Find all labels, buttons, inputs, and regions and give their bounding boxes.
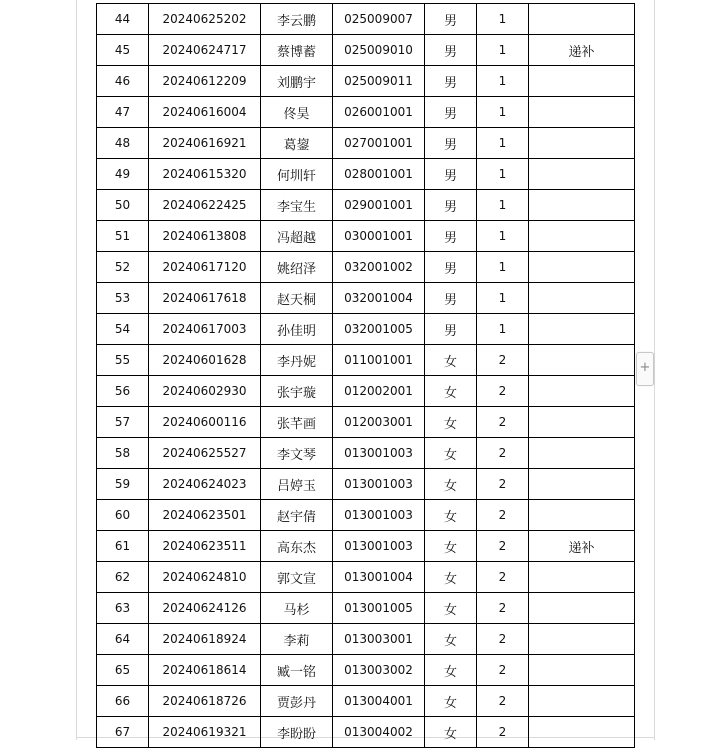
- roster-table: [96, 3, 635, 748]
- cell-name[interactable]: 李文琴: [261, 438, 333, 469]
- table-row: [97, 283, 635, 314]
- table-row: [97, 345, 635, 376]
- cell-type[interactable]: 2: [477, 500, 529, 531]
- cell-seq[interactable]: 67: [97, 717, 149, 748]
- cell-position-code[interactable]: 012003001: [333, 407, 425, 438]
- cell-type[interactable]: 2: [477, 655, 529, 686]
- cell-exam-number[interactable]: 20240615320: [149, 159, 261, 190]
- cell-position-code[interactable]: 013001003: [333, 531, 425, 562]
- table-row: [97, 221, 635, 252]
- table-row: [97, 624, 635, 655]
- cell-seq[interactable]: 52: [97, 252, 149, 283]
- cell-type[interactable]: 1: [477, 314, 529, 345]
- cell-exam-number[interactable]: 20240625527: [149, 438, 261, 469]
- table-row: [97, 66, 635, 97]
- cell-gender[interactable]: 女: [425, 686, 477, 717]
- cell-name[interactable]: 李盼盼: [261, 717, 333, 748]
- cell-exam-number[interactable]: 20240617120: [149, 252, 261, 283]
- cell-note[interactable]: [529, 562, 635, 593]
- cell-seq[interactable]: 54: [97, 314, 149, 345]
- cell-gender[interactable]: 女: [425, 593, 477, 624]
- cell-type[interactable]: 1: [477, 190, 529, 221]
- cell-exam-number[interactable]: 20240623501: [149, 500, 261, 531]
- cell-seq[interactable]: 53: [97, 283, 149, 314]
- cell-seq[interactable]: 48: [97, 128, 149, 159]
- cell-gender[interactable]: 女: [425, 655, 477, 686]
- cell-gender[interactable]: 男: [425, 66, 477, 97]
- cell-note[interactable]: [529, 717, 635, 748]
- cell-seq[interactable]: 47: [97, 97, 149, 128]
- cell-exam-number[interactable]: 20240624810: [149, 562, 261, 593]
- cell-name[interactable]: 吕婷玉: [261, 469, 333, 500]
- cell-position-code[interactable]: 011001001: [333, 345, 425, 376]
- cell-seq[interactable]: 44: [97, 4, 149, 35]
- cell-exam-number[interactable]: 20240624126: [149, 593, 261, 624]
- cell-exam-number[interactable]: 20240617003: [149, 314, 261, 345]
- cell-exam-number[interactable]: 20240623511: [149, 531, 261, 562]
- cell-position-code[interactable]: 030001001: [333, 221, 425, 252]
- cell-name[interactable]: 冯超越: [261, 221, 333, 252]
- cell-name[interactable]: 李丹妮: [261, 345, 333, 376]
- cell-type[interactable]: 2: [477, 531, 529, 562]
- cell-seq[interactable]: 46: [97, 66, 149, 97]
- cell-exam-number[interactable]: 20240619321: [149, 717, 261, 748]
- cell-gender[interactable]: 男: [425, 283, 477, 314]
- table-row: [97, 97, 635, 128]
- cell-position-code[interactable]: 013003001: [333, 624, 425, 655]
- cell-note[interactable]: [529, 221, 635, 252]
- cell-note[interactable]: 递补: [529, 531, 635, 562]
- cell-gender[interactable]: 女: [425, 624, 477, 655]
- cell-position-code[interactable]: 013004001: [333, 686, 425, 717]
- cell-note[interactable]: [529, 314, 635, 345]
- cell-name[interactable]: 郭文宣: [261, 562, 333, 593]
- cell-type[interactable]: 2: [477, 562, 529, 593]
- cell-exam-number[interactable]: 20240618924: [149, 624, 261, 655]
- cell-position-code[interactable]: 012002001: [333, 376, 425, 407]
- cell-note[interactable]: [529, 438, 635, 469]
- cell-gender[interactable]: 男: [425, 4, 477, 35]
- cell-note[interactable]: 递补: [529, 35, 635, 66]
- table-row: [97, 190, 635, 221]
- plus-icon: +: [639, 360, 651, 375]
- cell-note[interactable]: [529, 376, 635, 407]
- cell-type[interactable]: 2: [477, 624, 529, 655]
- cell-exam-number[interactable]: 20240600116: [149, 407, 261, 438]
- cell-position-code[interactable]: 025009010: [333, 35, 425, 66]
- cell-position-code[interactable]: 025009011: [333, 66, 425, 97]
- table-row: [97, 376, 635, 407]
- cell-seq[interactable]: 65: [97, 655, 149, 686]
- cell-note[interactable]: [529, 66, 635, 97]
- cell-name[interactable]: 蔡博蓄: [261, 35, 333, 66]
- cell-gender[interactable]: 女: [425, 438, 477, 469]
- cell-exam-number[interactable]: 20240601628: [149, 345, 261, 376]
- cell-exam-number[interactable]: 20240616004: [149, 97, 261, 128]
- cell-seq[interactable]: 50: [97, 190, 149, 221]
- cell-type[interactable]: 2: [477, 407, 529, 438]
- cell-name[interactable]: 高东杰: [261, 531, 333, 562]
- cell-seq[interactable]: 49: [97, 159, 149, 190]
- cell-gender[interactable]: 男: [425, 252, 477, 283]
- cell-seq[interactable]: 58: [97, 438, 149, 469]
- cell-position-code[interactable]: 013001003: [333, 469, 425, 500]
- cell-position-code[interactable]: 013001005: [333, 593, 425, 624]
- cell-exam-number[interactable]: 20240617618: [149, 283, 261, 314]
- cell-gender[interactable]: 女: [425, 469, 477, 500]
- cell-position-code[interactable]: 013001004: [333, 562, 425, 593]
- cell-position-code[interactable]: 027001001: [333, 128, 425, 159]
- cell-position-code[interactable]: 013001003: [333, 500, 425, 531]
- cell-type[interactable]: 2: [477, 469, 529, 500]
- cell-seq[interactable]: 66: [97, 686, 149, 717]
- cell-exam-number[interactable]: 20240612209: [149, 66, 261, 97]
- table-row: [97, 593, 635, 624]
- table-row: [97, 35, 635, 66]
- cell-note[interactable]: [529, 4, 635, 35]
- cell-name[interactable]: 臧一铭: [261, 655, 333, 686]
- cell-type[interactable]: 1: [477, 159, 529, 190]
- cell-exam-number[interactable]: 20240616921: [149, 128, 261, 159]
- cell-position-code[interactable]: 029001001: [333, 190, 425, 221]
- cell-name[interactable]: 李云鹏: [261, 4, 333, 35]
- cell-exam-number[interactable]: 20240613808: [149, 221, 261, 252]
- cell-note[interactable]: [529, 97, 635, 128]
- cell-note[interactable]: [529, 407, 635, 438]
- cell-name[interactable]: 贾彭丹: [261, 686, 333, 717]
- cell-note[interactable]: [529, 624, 635, 655]
- cell-position-code[interactable]: 032001002: [333, 252, 425, 283]
- table-row: [97, 128, 635, 159]
- cell-type[interactable]: 1: [477, 252, 529, 283]
- cell-exam-number[interactable]: 20240618614: [149, 655, 261, 686]
- cell-gender[interactable]: 男: [425, 314, 477, 345]
- cell-position-code[interactable]: 025009007: [333, 4, 425, 35]
- cell-gender[interactable]: 女: [425, 562, 477, 593]
- cell-exam-number[interactable]: 20240624717: [149, 35, 261, 66]
- cell-name[interactable]: 张芊画: [261, 407, 333, 438]
- cell-type[interactable]: 1: [477, 66, 529, 97]
- cell-seq[interactable]: 45: [97, 35, 149, 66]
- cell-position-code[interactable]: 032001004: [333, 283, 425, 314]
- cell-name[interactable]: 李宝生: [261, 190, 333, 221]
- cell-name[interactable]: 马杉: [261, 593, 333, 624]
- cell-type[interactable]: 1: [477, 35, 529, 66]
- cell-seq[interactable]: 56: [97, 376, 149, 407]
- cell-position-code[interactable]: 013001003: [333, 438, 425, 469]
- cell-exam-number[interactable]: 20240625202: [149, 4, 261, 35]
- table-row: [97, 717, 635, 748]
- cell-position-code[interactable]: 032001005: [333, 314, 425, 345]
- table-row: [97, 407, 635, 438]
- cell-note[interactable]: [529, 190, 635, 221]
- cell-type[interactable]: 2: [477, 686, 529, 717]
- cell-note[interactable]: [529, 159, 635, 190]
- page-margin-left: [76, 0, 77, 740]
- table-row: [97, 500, 635, 531]
- table-row: [97, 562, 635, 593]
- table-body: [97, 4, 635, 748]
- cell-type[interactable]: 1: [477, 4, 529, 35]
- cell-exam-number[interactable]: 20240602930: [149, 376, 261, 407]
- cell-type[interactable]: 2: [477, 438, 529, 469]
- cell-gender[interactable]: 女: [425, 531, 477, 562]
- cell-note[interactable]: [529, 655, 635, 686]
- cell-gender[interactable]: 男: [425, 190, 477, 221]
- cell-note[interactable]: [529, 345, 635, 376]
- cell-note[interactable]: [529, 500, 635, 531]
- table-row: [97, 469, 635, 500]
- cell-gender[interactable]: 男: [425, 221, 477, 252]
- cell-type[interactable]: 1: [477, 97, 529, 128]
- cell-gender[interactable]: 女: [425, 345, 477, 376]
- cell-type[interactable]: 2: [477, 593, 529, 624]
- table-row: [97, 655, 635, 686]
- cell-gender[interactable]: 男: [425, 159, 477, 190]
- cell-position-code[interactable]: 026001001: [333, 97, 425, 128]
- cell-note[interactable]: [529, 252, 635, 283]
- cell-gender[interactable]: 女: [425, 500, 477, 531]
- cell-seq[interactable]: 51: [97, 221, 149, 252]
- cell-type[interactable]: 1: [477, 283, 529, 314]
- add-row-button[interactable]: [636, 352, 654, 386]
- cell-name[interactable]: 孙佳明: [261, 314, 333, 345]
- cell-type[interactable]: 2: [477, 376, 529, 407]
- cell-exam-number[interactable]: 20240622425: [149, 190, 261, 221]
- cell-exam-number[interactable]: 20240618726: [149, 686, 261, 717]
- cell-gender[interactable]: 女: [425, 717, 477, 748]
- cell-name[interactable]: 何圳轩: [261, 159, 333, 190]
- cell-seq[interactable]: 64: [97, 624, 149, 655]
- cell-name[interactable]: 刘鹏宇: [261, 66, 333, 97]
- cell-gender[interactable]: 女: [425, 407, 477, 438]
- cell-seq[interactable]: 59: [97, 469, 149, 500]
- cell-name[interactable]: 葛鋆: [261, 128, 333, 159]
- cell-seq[interactable]: 55: [97, 345, 149, 376]
- cell-name[interactable]: 赵宇倩: [261, 500, 333, 531]
- table-row: [97, 314, 635, 345]
- cell-name[interactable]: 佟昊: [261, 97, 333, 128]
- table-row: [97, 159, 635, 190]
- cell-name[interactable]: 赵天桐: [261, 283, 333, 314]
- cell-type[interactable]: 2: [477, 717, 529, 748]
- cell-seq[interactable]: 57: [97, 407, 149, 438]
- cell-note[interactable]: [529, 128, 635, 159]
- cell-gender[interactable]: 男: [425, 128, 477, 159]
- table-row: [97, 252, 635, 283]
- cell-seq[interactable]: 63: [97, 593, 149, 624]
- cell-gender[interactable]: 男: [425, 35, 477, 66]
- table-row: [97, 438, 635, 469]
- cell-seq[interactable]: 60: [97, 500, 149, 531]
- cell-position-code[interactable]: 028001001: [333, 159, 425, 190]
- page-margin-right: [654, 0, 655, 740]
- cell-type[interactable]: 1: [477, 221, 529, 252]
- cell-seq[interactable]: 61: [97, 531, 149, 562]
- cell-note[interactable]: [529, 283, 635, 314]
- cell-position-code[interactable]: 013004002: [333, 717, 425, 748]
- cell-seq[interactable]: 62: [97, 562, 149, 593]
- cell-name[interactable]: 张宇璇: [261, 376, 333, 407]
- cell-note[interactable]: [529, 469, 635, 500]
- cell-type[interactable]: 1: [477, 128, 529, 159]
- table-row: [97, 4, 635, 35]
- cell-gender[interactable]: 女: [425, 376, 477, 407]
- cell-type[interactable]: 2: [477, 345, 529, 376]
- cell-note[interactable]: [529, 593, 635, 624]
- cell-gender[interactable]: 男: [425, 97, 477, 128]
- cell-name[interactable]: 李莉: [261, 624, 333, 655]
- cell-exam-number[interactable]: 20240624023: [149, 469, 261, 500]
- cell-name[interactable]: 姚绍泽: [261, 252, 333, 283]
- table-row: [97, 686, 635, 717]
- cell-note[interactable]: [529, 686, 635, 717]
- table-row: [97, 531, 635, 562]
- cell-position-code[interactable]: 013003002: [333, 655, 425, 686]
